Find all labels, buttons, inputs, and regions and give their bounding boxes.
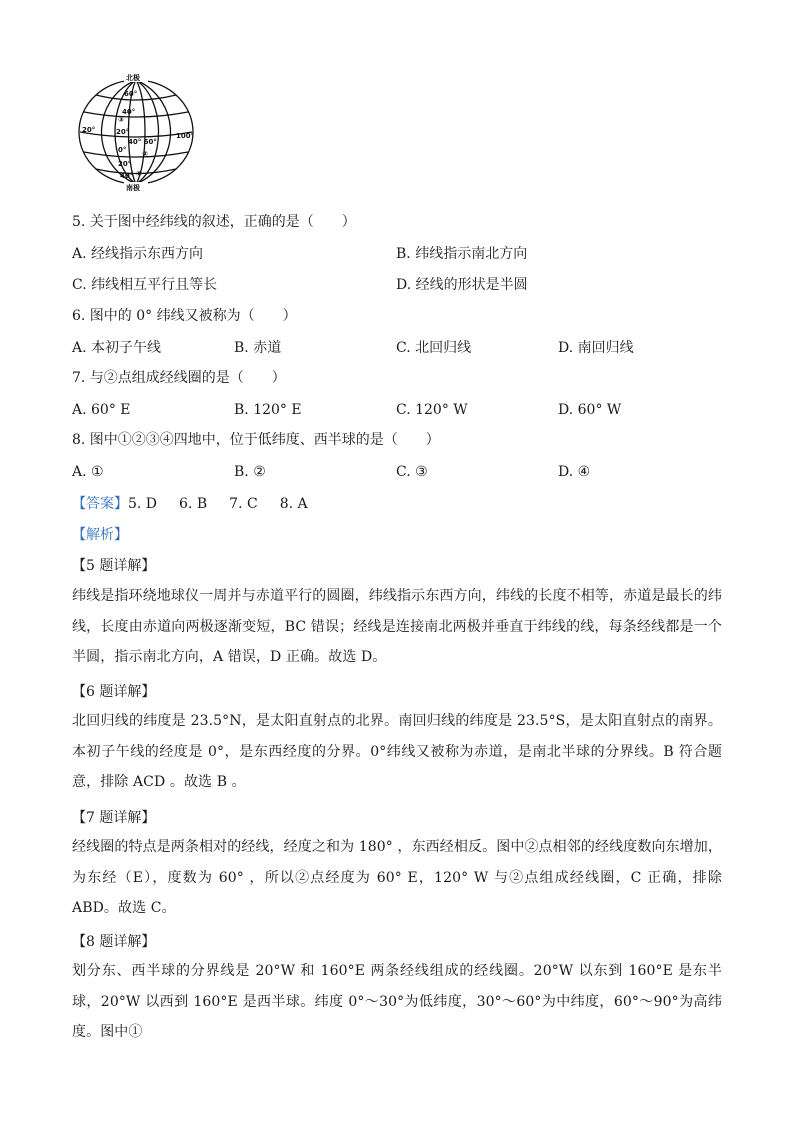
globe-label: 20° [116, 128, 130, 136]
globe-label: 20° [118, 160, 132, 168]
question-6-option-d: D. 南回归线 [558, 340, 634, 356]
globe-label: 40° 60° [128, 138, 157, 146]
analysis-label: 【解析】 [72, 527, 128, 543]
globe-label: 0° [118, 146, 127, 154]
question-7-option-a: A. 60° E [72, 402, 131, 418]
question-6-stem: 6. 图中的 0° 纬线又被称为（ ） [72, 308, 297, 324]
question-5-option-a: A. 经线指示东西方向 [72, 246, 204, 262]
detail-8-title: 【8 题详解】 [72, 934, 156, 950]
globe-label: ① [136, 170, 142, 178]
north-pole-label: 北极 [126, 74, 140, 82]
question-5-option-b: B. 纬线指示南北方向 [396, 246, 528, 262]
globe-label: 40° [122, 108, 136, 116]
question-7-stem: 7. 与②点组成经线圈的是（ ） [72, 370, 286, 386]
south-pole-label: 南极 [126, 184, 140, 192]
answer-item: 5. D [128, 496, 158, 512]
detail-8-text: 划分东、西半球的分界线是 20°W 和 160°E 两条经线组成的经线圈。20°W 以东到 160°E 是东半球，20°W 以西到 160°E 是西半球。纬度 0°～30°为低纬度，30°～60°为中纬度，60°～90°为高纬度。图中① [72, 963, 722, 1040]
globe-label: ③ [118, 116, 124, 124]
question-7-option-c: C. 120° W [396, 402, 468, 418]
globe-figure [70, 70, 200, 194]
question-8-option-d: D. ④ [558, 464, 591, 480]
detail-7-title: 【7 题详解】 [72, 810, 156, 826]
answer-item: 6. B [179, 496, 208, 512]
question-6-option-b: B. 赤道 [234, 340, 282, 356]
question-5-option-c: C. 纬线相互平行且等长 [72, 277, 218, 293]
question-8-option-a: A. ① [72, 464, 104, 480]
detail-5-title: 【5 题详解】 [72, 558, 156, 574]
question-5-stem: 5. 关于图中经纬线的叙述，正确的是（ ） [72, 214, 356, 230]
globe-label: 60° [124, 90, 138, 98]
question-8-stem: 8. 图中①②③④四地中，位于低纬度、西半球的是（ ） [72, 432, 440, 448]
globe-label: 20° [82, 126, 96, 134]
globe-label: 40° [120, 172, 134, 180]
detail-5-text: 纬线是指环绕地球仪一周并与赤道平行的圆圈，纬线指示东西方向，纬线的长度不相等，赤道是最长的纬线，长度由赤道向两极逐渐变短，BC 错误；经线是连接南北两极并垂直于纬线的线，每条经线都是一个半圆，指示南北方向，A 错误，D 正确。故选 D。 [72, 588, 722, 665]
question-7-option-d: D. 60° W [558, 402, 622, 418]
question-6-option-a: A. 本初子午线 [72, 340, 162, 356]
answer-item: 7. C [229, 496, 258, 512]
question-8-option-c: C. ③ [396, 464, 428, 480]
question-8-option-b: B. ② [234, 464, 266, 480]
answer-item: 8. A [279, 496, 308, 512]
detail-7-text: 经线圈的特点是两条相对的经线，经度之和为 180° ，东西经相反。图中②点相邻的经线度数向东增加，为东经（E），度数为 60° ，所以②点经度为 60° E，120° W 与②点组成经线圈，C 正确，排除 ABD。故选 C。 [72, 839, 722, 916]
answer-label: 【答案】 [72, 496, 128, 512]
question-6-option-c: C. 北回归线 [396, 340, 472, 356]
question-7-option-b: B. 120° E [234, 402, 302, 418]
detail-6-text: 北回归线的纬度是 23.5°N，是太阳直射点的北界。南回归线的纬度是 23.5°S，是太阳直射点的南界。本初子午线的经度是 0°，是东西经度的分界。0°纬线又被称为赤道，是南北半球的分界线。B 符合题意，排除 ACD 。故选 B 。 [72, 713, 722, 790]
detail-6-title: 【6 题详解】 [72, 684, 156, 700]
globe-label: ② [142, 150, 148, 158]
answer-line [72, 494, 330, 514]
question-5-option-d: D. 经线的形状是半圆 [396, 277, 528, 293]
globe-label: 100° [176, 132, 195, 140]
